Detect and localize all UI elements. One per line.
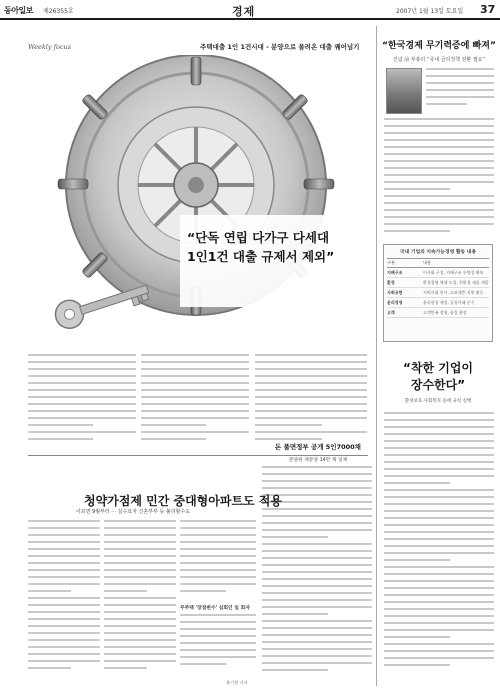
text-line: [28, 410, 136, 417]
text-line: [28, 583, 100, 590]
text-line: [384, 146, 494, 153]
text-line: [255, 354, 367, 361]
text-line: [28, 625, 100, 632]
issue-date: 2007년 1월 13일 토요일: [396, 8, 464, 15]
text-line: [28, 396, 136, 403]
text-line: [180, 555, 256, 562]
table-row: [387, 278, 489, 288]
text-line: [262, 473, 372, 480]
text-line: [104, 667, 147, 674]
text-line: [262, 571, 372, 578]
text-line: [262, 585, 372, 592]
text-line: [262, 613, 328, 620]
text-line: [262, 627, 372, 634]
right-pull-quote-line-1: “착한 기업이: [402, 361, 474, 375]
text-line: [384, 223, 494, 230]
text-line: [384, 230, 450, 237]
text-line: [262, 564, 372, 571]
text-line: [28, 389, 136, 396]
pull-quote-line-1: “단독 연립 다가구 다세대: [187, 230, 330, 245]
table-header-col-1: 구분: [387, 260, 396, 265]
text-line: [255, 410, 367, 417]
text-line: [180, 541, 256, 548]
table-row: [387, 288, 489, 298]
table-cell: 윤리헌장 제정, 공정거래 준수: [423, 300, 475, 305]
text-line: [28, 611, 100, 618]
text-line: [180, 635, 256, 642]
pull-quote-line-2: 1인1건 대출 규제서 제외”: [187, 249, 335, 264]
text-line: [141, 354, 249, 361]
text-line: [384, 139, 494, 146]
text-line: [180, 534, 256, 541]
table-row: [387, 268, 489, 278]
text-line: [384, 496, 494, 503]
table-header: [387, 258, 489, 268]
text-line: [104, 520, 176, 527]
text-line: [28, 368, 136, 375]
table-cell: 지배구조: [387, 270, 403, 275]
text-line: [426, 68, 494, 75]
text-line: [384, 622, 494, 629]
text-line: [262, 634, 372, 641]
text-line: [384, 419, 494, 426]
text-line: [262, 550, 372, 557]
text-line: [384, 601, 494, 608]
text-line: [384, 664, 450, 671]
issue-number: 제26355호: [43, 8, 74, 15]
text-line: [141, 431, 249, 438]
text-line: [384, 510, 494, 517]
text-line: [104, 541, 176, 548]
right-pull-quote: [383, 360, 493, 394]
table-cell: 사회공헌: [387, 290, 403, 295]
text-line: [384, 195, 494, 202]
text-line: [28, 562, 100, 569]
text-line: [28, 431, 136, 438]
text-line: [104, 611, 176, 618]
text-line: [384, 188, 450, 195]
text-line: [180, 520, 256, 527]
text-line: [28, 541, 100, 548]
text-line: [384, 594, 494, 601]
feature-article-col-3: [255, 354, 367, 450]
text-line: [28, 632, 100, 639]
text-line: [141, 382, 249, 389]
text-line: [180, 642, 256, 649]
text-line: [141, 396, 249, 403]
text-line: [262, 522, 372, 529]
text-line: [384, 566, 494, 573]
text-line: [384, 461, 494, 468]
text-line: [28, 403, 136, 410]
bottom-article-col-1: [28, 520, 100, 680]
feature-article-col-2: [141, 354, 249, 450]
text-line: [28, 382, 136, 389]
text-line: [104, 597, 176, 604]
feature-label: Weekly focus: [28, 43, 72, 51]
text-line: [262, 662, 372, 669]
text-line: [28, 527, 100, 534]
text-line: [104, 576, 176, 583]
text-line: [262, 557, 372, 564]
text-line: [426, 82, 494, 89]
text-line: [384, 412, 494, 419]
text-line: [104, 534, 176, 541]
text-line: [28, 361, 136, 368]
text-line: [384, 580, 494, 587]
text-line: [384, 132, 494, 139]
text-line: [384, 202, 494, 209]
text-line: [104, 625, 176, 632]
text-line: [262, 620, 372, 627]
text-line: [384, 643, 494, 650]
right-pull-quote-line-2: 장수한다”: [410, 378, 466, 392]
section-title: 경제: [232, 5, 256, 18]
text-line: [384, 433, 494, 440]
text-line: [28, 534, 100, 541]
text-line: [28, 555, 100, 562]
table-row: [387, 298, 489, 308]
text-line: [180, 583, 256, 590]
text-line: [28, 548, 100, 555]
text-line: [28, 604, 100, 611]
text-line: [384, 573, 494, 580]
text-line: [28, 646, 100, 653]
text-line: [141, 417, 249, 424]
text-line: [104, 562, 176, 569]
vault-illustration: [28, 55, 364, 345]
text-line: [28, 354, 136, 361]
text-line: [384, 160, 494, 167]
text-line: [384, 615, 494, 622]
text-line: [384, 209, 494, 216]
text-line: [104, 660, 176, 667]
text-line: [180, 649, 256, 656]
text-line: [384, 636, 450, 643]
table-title: 국내 기업의 지속가능경영 활동 내용: [399, 250, 477, 255]
right-article-headline: “한국경제 무기력증에 빠져”: [382, 41, 496, 51]
pull-quote: [187, 228, 367, 266]
person-photo: [386, 68, 422, 114]
right-article-text-a: [426, 68, 494, 116]
text-line: [180, 621, 256, 628]
text-line: [384, 650, 494, 657]
text-line: [384, 608, 494, 615]
text-line: [262, 606, 372, 613]
text-line: [255, 361, 367, 368]
text-line: [180, 590, 226, 597]
table-cell: 이사회 구성, 지배구조 투명성 확보: [423, 270, 484, 275]
side-article-subtitle: 분양원 재분양 14만 채 일제: [288, 458, 348, 463]
text-line: [28, 667, 71, 674]
column-divider: [376, 26, 377, 686]
text-line: [141, 375, 249, 382]
text-line: [426, 89, 494, 96]
text-line: [180, 614, 256, 621]
feature-headline: 주택대출 1인 1건시대 - 분양으로 몰려온 대출 꿰어넘기: [200, 43, 360, 51]
text-line: [28, 618, 100, 625]
text-line: [104, 604, 176, 611]
text-line: [384, 657, 494, 664]
text-line: [384, 538, 494, 545]
text-line: [255, 424, 322, 431]
text-line: [104, 569, 176, 576]
text-line: [180, 576, 256, 583]
text-line: [384, 475, 494, 482]
text-line: [384, 447, 494, 454]
text-line: [384, 216, 494, 223]
text-line: [180, 628, 256, 635]
text-line: [255, 382, 367, 389]
feature-article-col-1: [28, 354, 136, 450]
right-article-text-c: [384, 412, 494, 674]
text-line: [28, 417, 136, 424]
text-line: [384, 531, 494, 538]
side-article-headline: 돈 풀면정부 공개 5인7000채: [275, 443, 361, 451]
text-line: [28, 375, 136, 382]
text-line: [262, 529, 372, 536]
bottom-subheading: 무주택 '장점변수' 심회인 일 회자: [180, 606, 250, 611]
masthead: [0, 0, 500, 20]
text-line: [255, 431, 367, 438]
text-line: [384, 118, 494, 125]
text-line: [141, 438, 206, 445]
text-line: [384, 426, 494, 433]
text-line: [255, 375, 367, 382]
table-header-col-2: 내용: [423, 260, 432, 265]
text-line: [180, 656, 256, 663]
text-line: [141, 424, 206, 431]
text-line: [28, 576, 100, 583]
text-line: [384, 482, 450, 489]
text-line: [262, 536, 328, 543]
sustainability-table-box: [383, 244, 493, 342]
text-line: [384, 545, 494, 552]
text-line: [104, 527, 176, 534]
text-line: [262, 578, 372, 585]
text-line: [384, 587, 494, 594]
text-line: [255, 417, 367, 424]
text-line: [262, 515, 372, 522]
text-line: [384, 440, 494, 447]
text-line: [255, 368, 367, 375]
text-line: [180, 569, 256, 576]
bottom-article-byline: 이르면 9월부터 ··· 실수요자 신혼부부 등 불리할수도: [75, 509, 191, 515]
text-line: [384, 629, 494, 636]
text-line: [255, 396, 367, 403]
bottom-article-headline: 청약가점제 민간 중대형아파트도 적용: [83, 494, 282, 508]
table-cell: 고객: [387, 310, 395, 315]
bank-vault-photo: [28, 55, 364, 345]
bottom-article-col-3b: [180, 614, 256, 676]
table-cell: 윤리경영: [387, 300, 403, 305]
bottom-article-col-3: [180, 520, 256, 600]
text-line: [426, 75, 494, 82]
text-line: [28, 639, 100, 646]
text-line: [104, 653, 176, 660]
text-line: [384, 559, 450, 566]
text-line: [104, 583, 176, 590]
text-line: [180, 548, 256, 555]
text-line: [180, 527, 256, 534]
table-cell: 고객만족 경영, 품질 향상: [423, 310, 467, 315]
text-line: [141, 403, 249, 410]
text-line: [28, 653, 100, 660]
text-line: [384, 517, 494, 524]
table-cell: 환경: [387, 280, 395, 285]
text-line: [262, 599, 372, 606]
text-line: [255, 389, 367, 396]
text-line: [28, 424, 93, 431]
text-line: [104, 618, 176, 625]
text-line: [262, 480, 372, 487]
text-line: [262, 543, 372, 550]
right-article-byline: 진념 前 부총리 “국내 금리정책 전환 필요”: [392, 57, 486, 63]
text-line: [141, 389, 249, 396]
text-line: [180, 663, 226, 670]
table-cell: 환경경영 체제 도입, 친환경 제품 개발: [423, 280, 489, 285]
text-line: [262, 592, 372, 599]
text-line: [104, 555, 176, 562]
right-pull-quote-subtitle: 환경보호·사회복지 등에 규칙 실행: [404, 399, 472, 404]
text-line: [262, 648, 372, 655]
right-article-text-b: [384, 118, 494, 238]
text-line: [384, 167, 494, 174]
text-line: [384, 503, 494, 510]
text-line: [384, 125, 494, 132]
table-row: [387, 308, 489, 318]
text-line: [384, 468, 494, 475]
text-line: [384, 552, 494, 559]
text-line: [104, 590, 147, 597]
text-line: [180, 562, 256, 569]
text-line: [262, 508, 372, 515]
newspaper-logo: 동아일보: [4, 6, 33, 15]
text-line: [384, 181, 494, 188]
text-line: [28, 597, 100, 604]
bottom-article-col-2: [104, 520, 176, 680]
text-line: [104, 646, 176, 653]
text-line: [384, 524, 494, 531]
text-line: [141, 368, 249, 375]
text-line: [384, 174, 494, 181]
text-line: [262, 466, 372, 473]
author-signature: 홍기현 기자: [226, 680, 248, 685]
text-line: [255, 403, 367, 410]
text-line: [141, 361, 249, 368]
page-number: 37: [480, 3, 496, 16]
text-line: [384, 454, 494, 461]
text-line: [28, 520, 100, 527]
text-line: [426, 103, 467, 110]
text-line: [104, 632, 176, 639]
text-line: [262, 655, 372, 662]
text-line: [28, 569, 100, 576]
text-line: [426, 96, 494, 103]
text-line: [28, 660, 100, 667]
text-line: [28, 590, 71, 597]
text-line: [141, 410, 249, 417]
text-line: [384, 489, 494, 496]
text-line: [262, 641, 372, 648]
text-line: [104, 639, 176, 646]
text-line: [262, 669, 328, 676]
text-line: [104, 548, 176, 555]
text-line: [384, 153, 494, 160]
text-line: [28, 438, 93, 445]
table-cell: 지역사회 봉사, 소외계층 지원 활동: [423, 290, 484, 295]
